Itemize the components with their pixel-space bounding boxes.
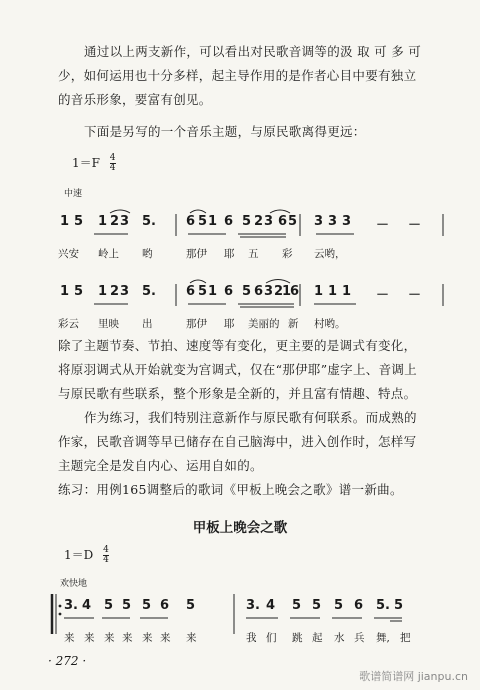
text-line: 通过以上两支新作，可以看出对民歌音调等的汲 取 可 多 可 [84,44,422,59]
meter-top: 4 [103,545,109,555]
text-line: 将原羽调式从开始就变为宫调式，仅在“那伊耶”虚字上、音调上 [58,362,417,377]
note: 5 [74,284,84,299]
note: 1 [282,284,292,299]
paragraph-2 [58,120,443,144]
lyric: 水 [334,632,345,644]
note-dash: － [376,288,390,303]
note: 5 [104,598,114,613]
note: 3 [328,214,338,229]
note: 6 [186,214,196,229]
lyric: 那伊 [186,248,207,260]
lyric: 村哟。 [314,318,346,330]
note: 6 [186,284,196,299]
lyric: 新 [288,318,299,330]
note: 6 [224,284,234,299]
text-line: 练习：用例165调整后的歌词《甲板上晚会之歌》谱一新曲。 [58,482,403,497]
lyric: 耶 [224,318,235,330]
note: 6 [290,284,300,299]
meter-bottom: 4 [109,163,116,173]
note: 5 [242,284,252,299]
note: 2 [254,214,264,229]
page-number: · 272 · [48,654,87,668]
note: 1 [98,284,108,299]
lyric: 起 [312,632,323,644]
note: 6 [160,598,170,613]
theme-staff-line-1 [58,214,443,274]
note-dot: . [151,214,156,229]
lyric: 出 [142,318,153,330]
note: 5 [142,214,152,229]
meter-top: 4 [109,153,116,163]
lyric: 哟 [142,248,153,260]
note: 3. [64,598,78,613]
note-dash: － [408,288,422,303]
lyric: 跳 [292,632,303,644]
note: 2 [110,214,120,229]
note: 5 [74,214,84,229]
note-dash: － [408,218,422,233]
note: 4 [82,598,92,613]
note: 1 [98,214,108,229]
note: 1 [314,284,324,299]
lyric: 美丽的 [248,318,280,330]
note: 5. [376,598,390,613]
lyric: 彩云 [58,318,79,330]
lyric: 兵 [354,632,365,644]
lyric: 们 [266,632,277,644]
paragraph-3 [58,334,443,406]
note: 5 [288,214,298,229]
text-line: 下面是另写的一个音乐主题，与原民歌离得更远： [84,124,366,139]
note: 5 [122,598,132,613]
lyric: 来 [122,632,133,644]
note: 5 [142,598,152,613]
note: 2 [110,284,120,299]
note: 3 [264,284,274,299]
lyric: 兴安 [58,248,79,260]
note: 5 [142,284,152,299]
note: 5 [334,598,344,613]
paragraph-1 [58,40,443,112]
note: 1 [208,284,218,299]
song-time-signature [103,546,109,565]
note: 3. [246,598,260,613]
lyric: 云哟， [314,248,346,260]
song-tempo: 欢快地 [60,579,88,589]
note: 3 [342,214,352,229]
note: 3 [120,284,130,299]
text-line: 主题完全是发自内心、运用自如的。 [58,458,263,473]
note: 6 [278,214,288,229]
song-key-signature [64,546,109,565]
note: 6 [254,284,264,299]
lyric: 来 [160,632,171,644]
lyric: 来 [84,632,95,644]
note: 5 [198,284,208,299]
text-line: 的音乐形象，要富有创见。 [58,92,212,107]
text-line: 与原民歌有些联系，整个形象是全新的，并且富有情趣、特点。 [58,386,417,401]
lyric: 舞, [376,632,390,644]
theme-key-signature [72,154,116,173]
lyric: 彩 [282,248,293,260]
note: 2 [274,284,284,299]
lyric: 五 [248,248,259,260]
lyric: 里映 [98,318,119,330]
note: 5 [242,214,252,229]
note: 5 [292,598,302,613]
lyric: 把 [400,632,411,644]
note-dash: － [376,218,390,233]
text-line: 除了主题节奏、节拍、速度等有变化，更主要的是调式有变化， [58,338,417,353]
watermark: 歌谱简谱网 jianpu.cn [359,670,468,683]
note: 5 [198,214,208,229]
note: 3 [120,214,130,229]
note: 3 [314,214,324,229]
lyric: 来 [64,632,75,644]
note: 5 [312,598,322,613]
song-key: 1＝D [64,548,94,562]
note: 1 [328,284,338,299]
note: 1 [342,284,352,299]
song-title: 甲板上晚会之歌 [192,520,288,536]
text-line: 作为练习，我们特别注意新作与原民歌有何联系。而成熟的 [84,410,417,425]
note: 1 [60,214,70,229]
note: 3 [264,214,274,229]
theme-key: 1＝F [72,156,100,170]
text-line: 少，如何运用也十分多样，起主导作用的是作者心目中要有独立 [58,68,417,83]
note: 4 [266,598,276,613]
lyric: 来 [142,632,153,644]
lyric: 来 [186,632,197,644]
note: 5 [394,598,404,613]
exercise-text [58,478,443,502]
lyric: 我 [246,632,257,644]
note: 5 [186,598,196,613]
note: 6 [224,214,234,229]
lyric: 那伊 [186,318,207,330]
song-staff [50,598,435,658]
lyric: 耶 [224,248,235,260]
lyric: 来 [104,632,115,644]
note: 1 [60,284,70,299]
meter-bottom: 4 [103,555,109,565]
note: 6 [354,598,364,613]
paragraph-4 [58,406,443,478]
theme-time-signature [110,154,116,173]
lyric: 岭上 [98,248,119,260]
note: 1 [208,214,218,229]
text-line: 作家，民歌音调等早已储存在自己脑海中，进入创作时，怎样写 [58,434,417,449]
theme-tempo: 中速 [64,189,83,199]
note-dot: . [151,284,156,299]
